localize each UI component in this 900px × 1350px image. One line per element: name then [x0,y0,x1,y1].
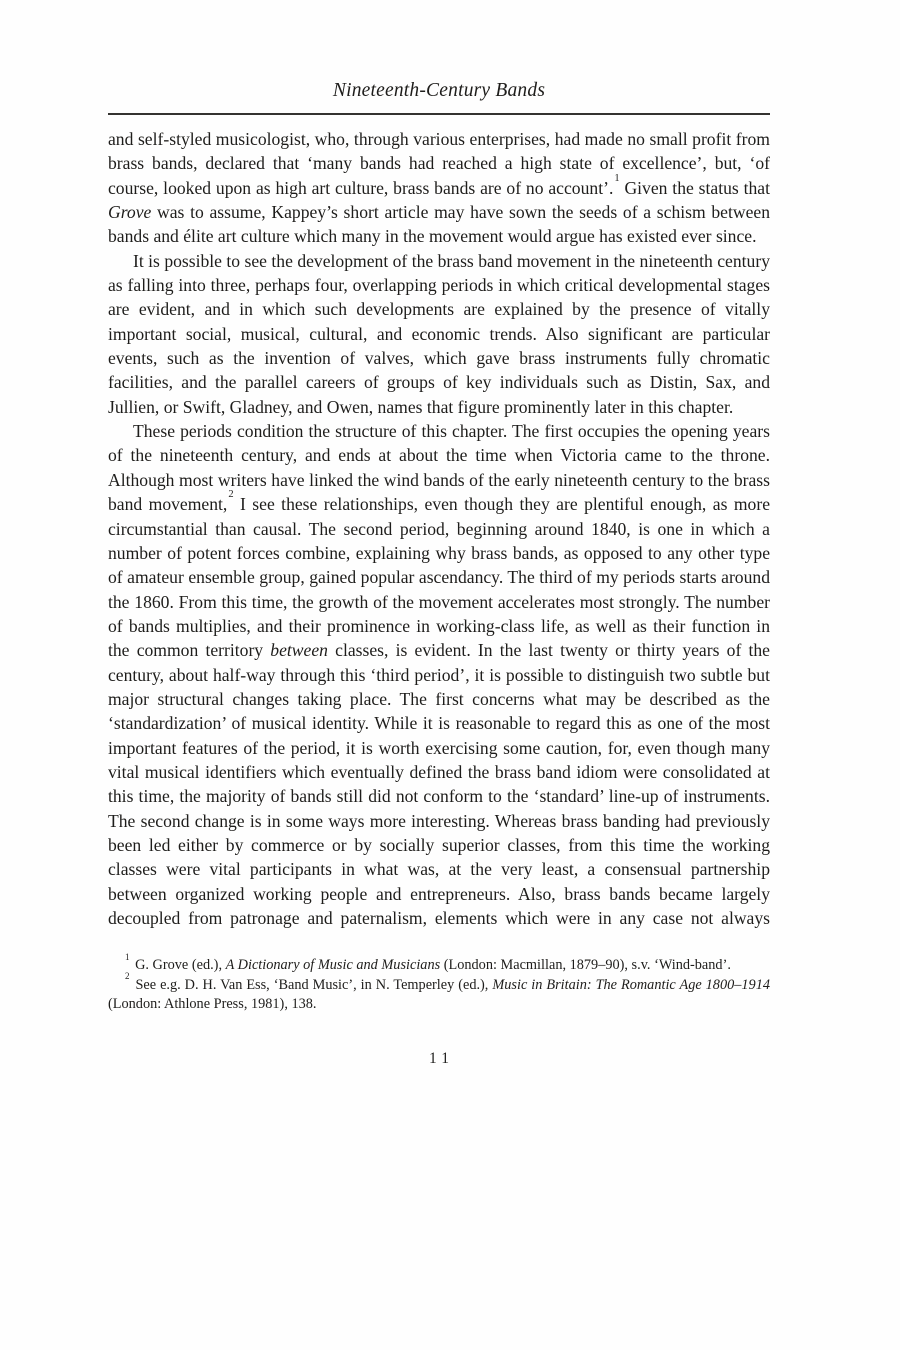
footnote-text: See e.g. D. H. Van Ess, ‘Band Music’, in N. Temperley (ed.), [131,976,493,993]
header-rule [108,113,770,115]
page-number: 11 [429,1050,454,1068]
paragraph-text: It is possible to see the development of the brass band movement in the nineteenth century as falling into three, perhaps four, overlapping periods in which critical developmental stages are evident, and in which such developments are explained by the presence of vitally important social, musical, cultural, and economic trends. Also significant are particular events, such as the invention of valves, which gave brass instruments fully chromatic facilities, and the parallel careers of groups of key individuals such as Distin, Sax, and Jullien, or Swift, Gladney, and Owen, names that figure prominently later in this chapter. [108,250,770,417]
footnote-1 [108,951,770,975]
footnote-marker-2: 2 [125,970,130,981]
italic-word: Grove [108,202,152,223]
footnote-text: G. Grove (ed.), [131,957,226,974]
body-text [108,127,770,930]
paragraph-text: I see these relationships, even though they are plentiful enough, as more circumstantial than causal. The second period, beginning around 1840, is one in which a number of potent forces combine, explaining why brass bands, as opposed to any other type of amateur ensemble group, gained popular ascendancy. The third of my periods starts around the 1860. From this time, the growth of the movement accelerates most strongly. The number of bands multiplies, and their prominence in working-class life, as well as their function in the common territory [108,494,771,661]
footnote-text: (London: Athlone Press, 1981), 138. [108,995,317,1012]
paragraph-text: These periods condition the structure of this chapter. The first occupies the opening years of the nineteenth century, and ends at about the time when Victoria came to the throne. Although most writers have linked the wind bands of the early nineteenth century to the brass band movement, [108,421,770,515]
footnote-marker-1: 1 [125,951,130,962]
body-paragraph-1 [108,127,770,249]
footnotes [108,951,770,1014]
body-paragraph-2 [108,249,770,419]
text-block [108,80,770,1068]
italic-word: between [270,640,328,661]
paragraph-text: was to assume, Kappey’s short article may have sown the seeds of a schism between bands and élite art culture which many in the movement would argue has existed ever since. [108,202,770,247]
paragraph-text: classes, is evident. In the last twenty or thirty years of the century, about half-way through this ‘third period’, it is possible to distinguish two subtle but major structural changes taking place. The first concerns what may be described as the ‘standardization’ of musical identity. While it is reasonable to regard this as one of the most important features of the period, it is worth exercising some caution, for, even though many vital musical identifiers which eventually defined the brass band idiom were consolidated at this time, the majority of bands still did not conform to the ‘standard’ line-up of instruments. The second change is in some ways more interesting. Whereas brass banding had previously been led either by commerce or by socially superior classes, from this time the working classes were vital participants in what was, at the very least, a consensual partnership between organized working people and entrepreneurs. Also, brass bands became largely decoupled from patronage and paternalism, elements which were in any case not always [108,640,770,928]
footnote-book-title: Music in Britain: The Romantic Age 1800–1914 [492,976,770,993]
body-paragraph-3 [108,419,770,930]
paragraph-text: and self-styled musicologist, who, through various enterprises, had made no small profit from brass bands, declared that ‘many bands had reached a high state of excellence’, but, ‘of course, looked upon as high art culture, brass bands are of no account’. [108,129,770,198]
footnote-ref-1: 1 [614,172,620,184]
footnote-ref-2: 2 [228,489,234,501]
paragraph-text: Given the status that [619,177,770,198]
footnote-2 [108,970,770,1015]
footnote-book-title: A Dictionary of Music and Musicians [225,957,441,974]
footnote-text: (London: Macmillan, 1879–90), s.v. ‘Wind-band’. [440,957,731,974]
running-head: Nineteenth-Century Bands [332,80,546,101]
